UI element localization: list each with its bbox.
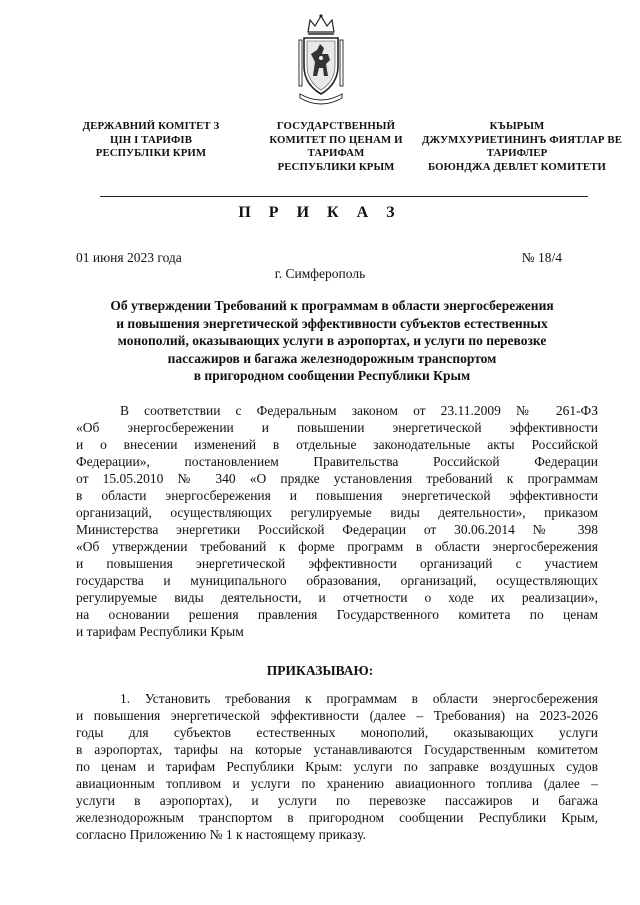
org-line: ТАРИФАМ [307,147,365,159]
coat-of-arms-icon [296,10,346,106]
paragraph-line: железнодорожным транспортом в пригородном сообщении Республики Крым, [76,810,598,825]
org-line: КОМИТЕТ ПО ЦЕНАМ И [269,133,403,146]
paragraph-line: «Об энергосбережении и повышении энергетической эффективности [76,420,598,435]
paragraph-line: Министерства энергетики Российской Федерации от 30.06.2014 № 398 [76,522,598,537]
paragraph-line: и повышения энергетической эффективности (далее – Требования) на 2023-2026 [76,708,598,723]
preamble-paragraph [76,402,598,640]
paragraph-line: авиационным топливом и услуги по хранению авиационного топлива (далее – [76,776,598,791]
org-line: БОЮНДЖА ДЕВЛЕТ КОМИТЕТИ [427,160,607,173]
paragraph-line: и о внесении изменений в отдельные законодательные акты Российской [76,437,598,452]
paragraph-line: регулируемые виды деятельности, и отчетности о ходе их реализации», [76,590,598,605]
paragraph-line: и тарифам Республики Крым [76,624,244,639]
paragraph-line: организаций, осуществляющих регулируемые виды деятельности», приказом [76,505,598,520]
header-divider [100,196,588,197]
document-date: 01 июня 2023 года [76,250,182,265]
paragraph-line: годы для субъектов естественных монополий, оказывающих услуги [76,725,598,740]
subject-line: пассажиров и багажа железнодорожным транспортом [167,350,497,366]
org-line: КЪЫРЫМ [489,120,545,132]
org-name-ukrainian [66,120,236,161]
org-line: ЦІН І ТАРИФІВ [109,133,193,146]
paragraph-line: В соответствии с Федеральным законом от 23.11.2009 № 261-ФЗ [120,403,598,418]
org-line: РЕСПУБЛИКИ КРЫМ [277,160,395,173]
paragraph-line: «Об утверждении требований к форме программ в области энергосбережения [76,539,598,554]
paragraph-line: от 15.05.2010 № 340 «О прядке установления требований к программам [76,471,598,486]
org-name-crimean-tatar [422,120,623,174]
org-line: ДЖУМХУРИЕТИНИНЪ ФИЯТЛАР ВЕ [422,133,623,146]
paragraph-line: в области энергосбережения и повышения энергетической эффективности [76,488,598,503]
org-name-russian [246,120,426,174]
subject-line: и повышения энергетической эффективности субъектов естественных [116,315,548,331]
paragraph-line: государства и муниципального образования, организаций, осуществляющих [76,573,598,588]
org-line: ДЕРЖАВНИЙ КОМІТЕТ З [82,120,220,132]
order-item-1 [76,690,598,843]
subject-line: Об утверждении Требований к программам в области энергосбережения [110,298,554,313]
paragraph-line: 1. Установить требования к программам в области энергосбережения [120,691,598,706]
document-subject [76,297,588,385]
paragraph-line: услуги в аэропортах), и услуги по перевозке пассажиров и багажа [76,793,598,808]
paragraph-line: на основании решения правления Государственного комитета по ценам [76,607,598,622]
subject-line: в пригородном сообщении Республики Крым [193,368,471,383]
paragraph-line: Федерации», постановлением Правительства Российской Федерации [76,454,598,469]
org-line: РЕСПУБЛІКИ КРИМ [95,147,207,159]
document-city: г. Симферополь [274,266,366,281]
paragraph-line: и повышения энергетической эффективности организаций с участием [76,556,598,571]
org-line: ГОСУДАРСТВЕННЫЙ [276,120,396,132]
paragraph-line: по ценам и тарифам Республики Крым: услуги по заправке воздушных судов [76,759,598,774]
org-line: ТАРИФЛЕР [486,147,548,159]
document-number: № 18/4 [521,250,562,265]
paragraph-line: согласно Приложению № 1 к настоящему приказу. [76,827,366,842]
subject-line: монополий, оказывающих услуги в аэропортах, и услуги по перевозке [117,333,547,348]
paragraph-line: в аэропортах, тарифы на которые устанавливаются Государственным комитетом [76,742,598,757]
document-title: П Р И К А З [238,204,402,221]
order-heading: ПРИКАЗЫВАЮ: [266,663,374,678]
